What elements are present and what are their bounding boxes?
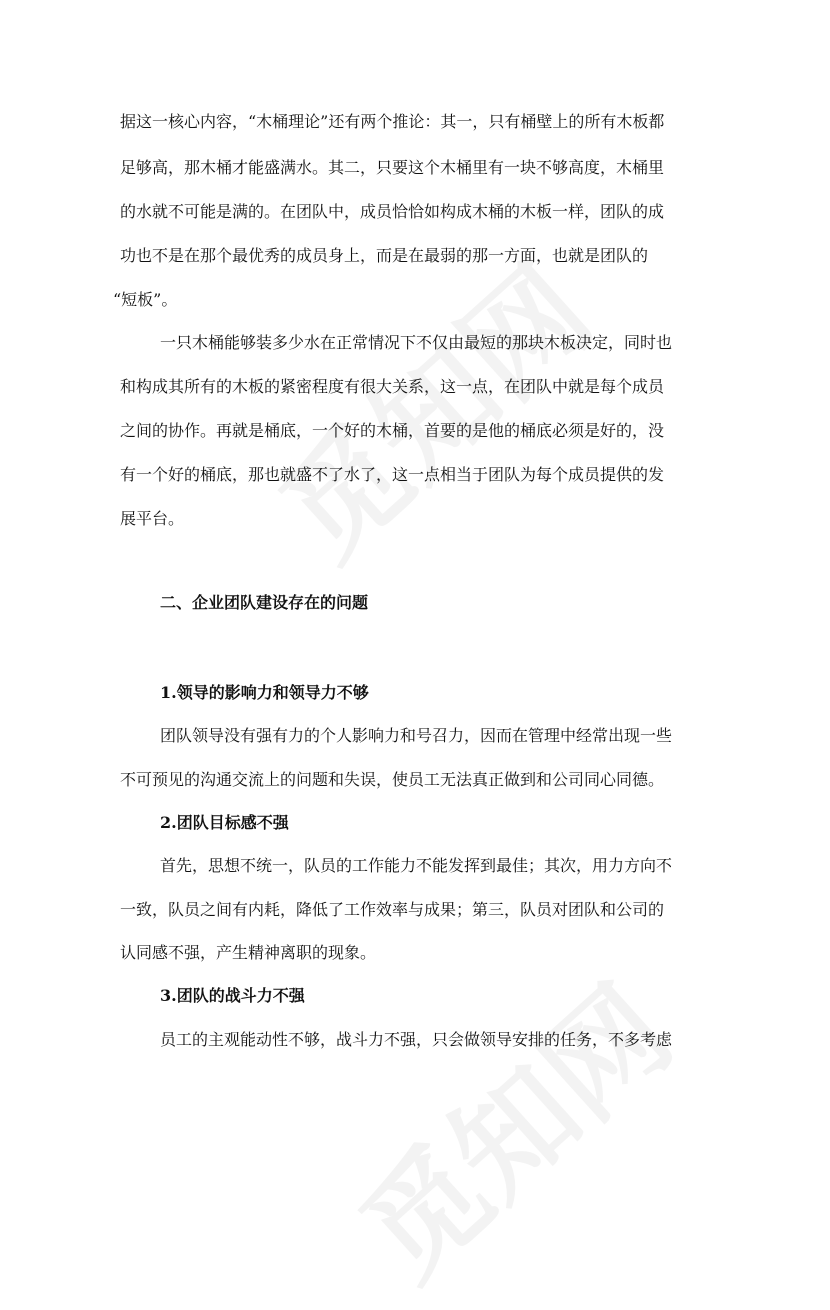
paragraph-line: 展平台。 [120, 509, 185, 528]
subsection-heading: 3.团队的战斗力不强 [160, 986, 305, 1005]
paragraph-line: 首先，思想不统一，队员的工作能力不能发挥到最佳；其次，用力方向不 [160, 856, 673, 875]
paragraph-line: 认同感不强，产生精神离职的现象。 [120, 943, 377, 962]
paragraph-line: 功也不是在那个最优秀的成员身上，而是在最弱的那一方面，也就是团队的 [120, 246, 649, 265]
paragraph-line: 和构成其所有的木板的紧密程度有很大关系，这一点，在团队中就是每个成员 [120, 377, 665, 396]
paragraph-line: 一只木桶能够装多少水在正常情况下不仅由最短的那块木板决定，同时也 [160, 333, 673, 352]
paragraph-line: 足够高，那木桶才能盛满水。其二，只要这个木桶里有一块不够高度，木桶里 [120, 158, 665, 177]
paragraph-line: 据这一核心内容，“木桶理论”还有两个推论：其一，只有桶壁上的所有木板都 [120, 112, 665, 131]
paragraph-line: 员工的主观能动性不够，战斗力不强，只会做领导安排的任务，不多考虑 [160, 1030, 673, 1049]
subsection-heading: 2.团队目标感不强 [160, 813, 289, 832]
paragraph-line: 有一个好的桶底，那也就盛不了水了，这一点相当于团队为每个成员提供的发 [120, 465, 665, 484]
paragraph-line: 的水就不可能是满的。在团队中，成员恰恰如构成木桶的木板一样，团队的成 [120, 202, 665, 221]
paragraph-line: “短板”。 [113, 290, 178, 309]
watermark [239, 222, 622, 591]
paragraph-line: 不可预见的沟通交流上的问题和失误，使员工无法真正做到和公司同心同德。 [120, 770, 665, 789]
paragraph-line: 之间的协作。再就是桶底，一个好的木桶，首要的是他的桶底必须是好的，没 [120, 421, 665, 440]
watermark [319, 942, 702, 1310]
paragraph-line: 团队领导没有强有力的个人影响力和号召力，因而在管理中经常出现一些 [160, 726, 673, 745]
paragraph-line: 一致，队员之间有内耗，降低了工作效率与成果；第三，队员对团队和公司的 [120, 900, 665, 919]
section-heading: 二、企业团队建设存在的问题 [160, 593, 369, 612]
subsection-heading: 1.领导的影响力和领导力不够 [160, 683, 369, 702]
